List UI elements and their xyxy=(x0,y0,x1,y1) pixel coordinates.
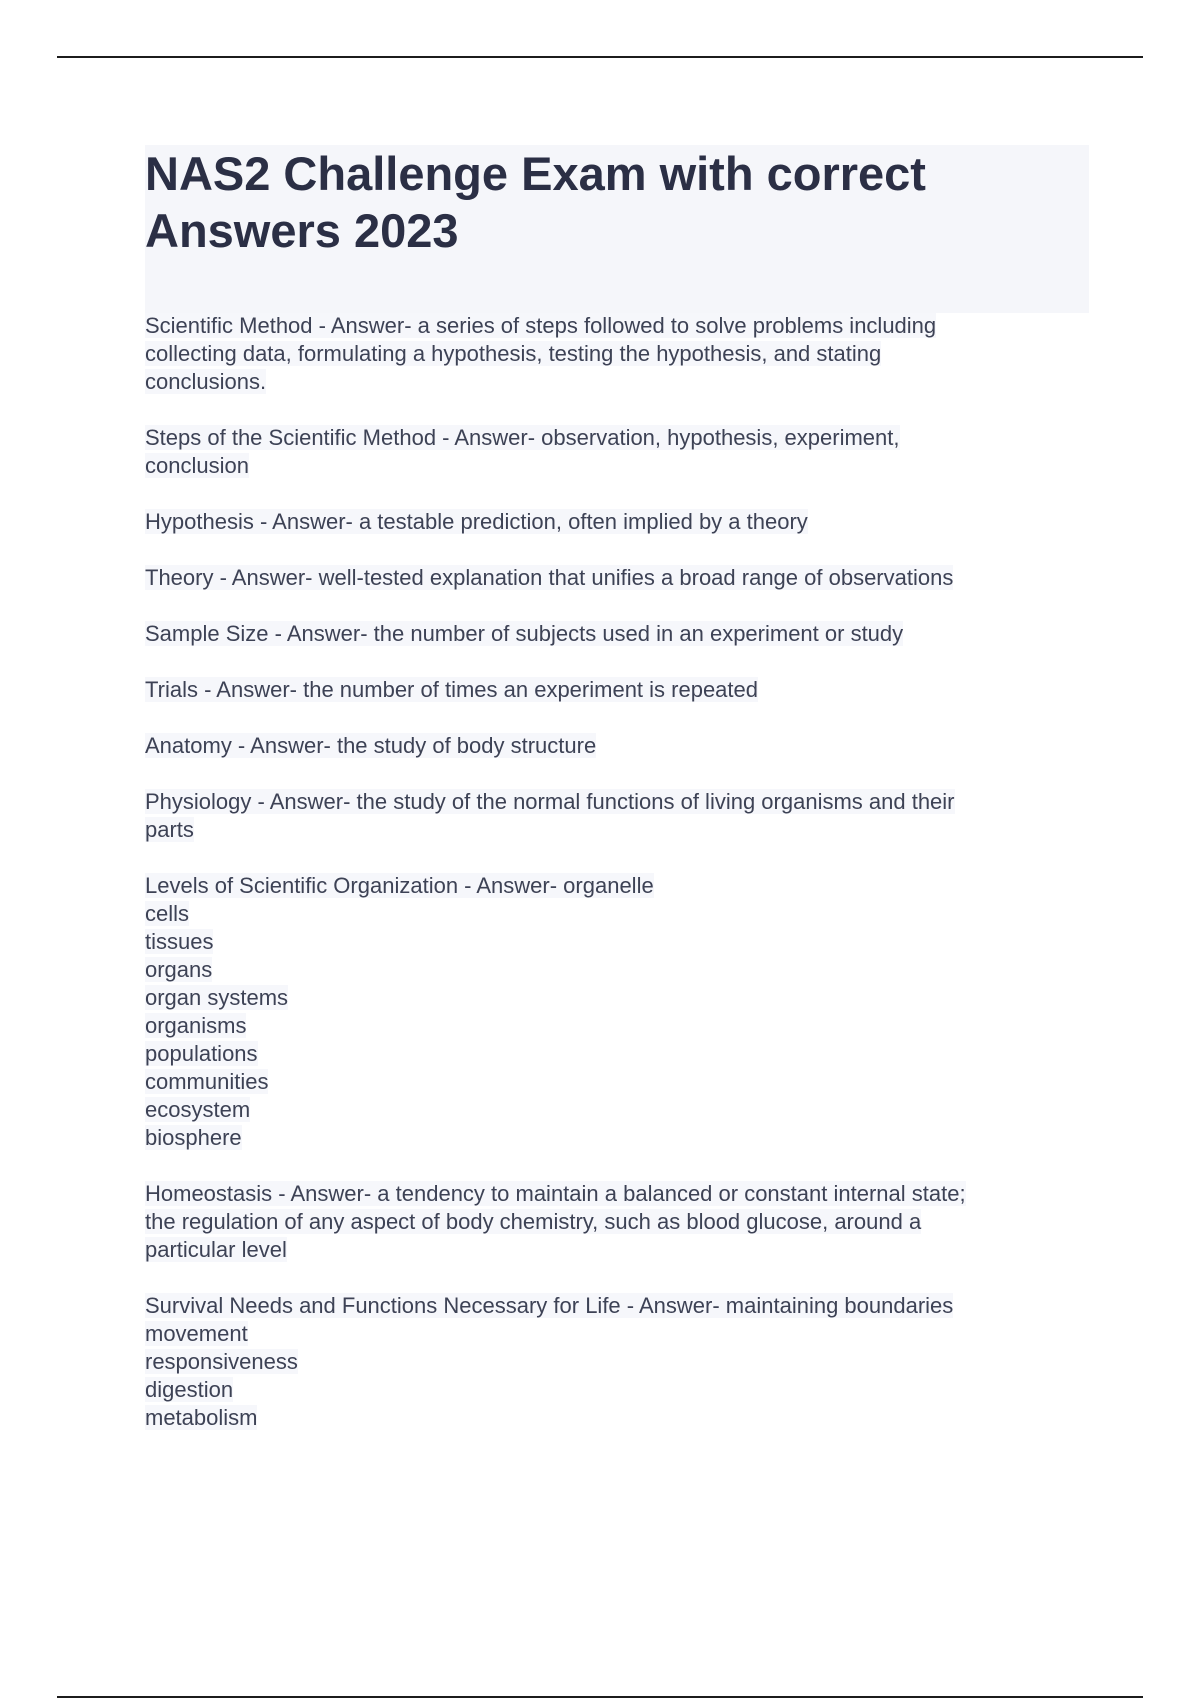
qa-line: Trials - Answer- the number of times an experiment is repeated xyxy=(145,677,759,702)
qa-line: tissues xyxy=(145,929,214,954)
qa-entry-hypothesis xyxy=(145,508,1075,536)
qa-line: Levels of Scientific Organization - Answer- organelle xyxy=(145,873,654,898)
qa-line: conclusion xyxy=(145,453,249,478)
qa-line: the regulation of any aspect of body chemistry, such as blood glucose, around a xyxy=(145,1209,922,1234)
qa-line: Survival Needs and Functions Necessary for Life - Answer- maintaining boundaries xyxy=(145,1293,954,1318)
qa-line: responsiveness xyxy=(145,1349,298,1374)
qa-entry-survival-needs xyxy=(145,1292,1075,1432)
qa-entry-sample-size xyxy=(145,620,1075,648)
qa-entry-scientific-method xyxy=(145,312,1075,396)
qa-line: organs xyxy=(145,957,213,982)
qa-line: Theory - Answer- well-tested explanation that unifies a broad range of observations xyxy=(145,565,954,590)
qa-line: populations xyxy=(145,1041,258,1066)
qa-line: Physiology - Answer- the study of the normal functions of living organisms and their xyxy=(145,789,955,814)
qa-entry-physiology xyxy=(145,788,1075,844)
bottom-rule xyxy=(57,1696,1143,1698)
qa-entry-homeostasis xyxy=(145,1180,1075,1264)
qa-line: Anatomy - Answer- the study of body structure xyxy=(145,733,597,758)
qa-line: particular level xyxy=(145,1237,287,1262)
qa-line: parts xyxy=(145,817,194,842)
qa-entry-steps-scientific-method xyxy=(145,424,1075,480)
qa-entry-trials xyxy=(145,676,1075,704)
title-line-2: Answers 2023 xyxy=(145,204,459,257)
qa-line: Hypothesis - Answer- a testable prediction, often implied by a theory xyxy=(145,509,808,534)
qa-line: conclusions. xyxy=(145,369,267,394)
qa-list xyxy=(145,312,1075,1460)
qa-line: ecosystem xyxy=(145,1097,251,1122)
qa-line: organisms xyxy=(145,1013,247,1038)
title-line-1: NAS2 Challenge Exam with correct xyxy=(145,147,926,200)
qa-entry-levels-of-organization xyxy=(145,872,1075,1152)
qa-line: communities xyxy=(145,1069,269,1094)
top-rule xyxy=(57,56,1143,58)
qa-line: movement xyxy=(145,1321,248,1346)
qa-line: Scientific Method - Answer- a series of steps followed to solve problems including xyxy=(145,313,937,338)
qa-line: digestion xyxy=(145,1377,234,1402)
qa-line: biosphere xyxy=(145,1125,242,1150)
qa-line: collecting data, formulating a hypothesis, testing the hypothesis, and stating xyxy=(145,341,882,366)
qa-entry-theory xyxy=(145,564,1075,592)
title-block xyxy=(145,145,1089,313)
qa-line: Sample Size - Answer- the number of subjects used in an experiment or study xyxy=(145,621,904,646)
qa-line: Steps of the Scientific Method - Answer- observation, hypothesis, experiment, xyxy=(145,425,900,450)
qa-line: cells xyxy=(145,901,190,926)
qa-line: Homeostasis - Answer- a tendency to maintain a balanced or constant internal state; xyxy=(145,1181,966,1206)
qa-entry-anatomy xyxy=(145,732,1075,760)
qa-line: organ systems xyxy=(145,985,289,1010)
qa-line: metabolism xyxy=(145,1405,258,1430)
page-title xyxy=(145,145,1089,259)
